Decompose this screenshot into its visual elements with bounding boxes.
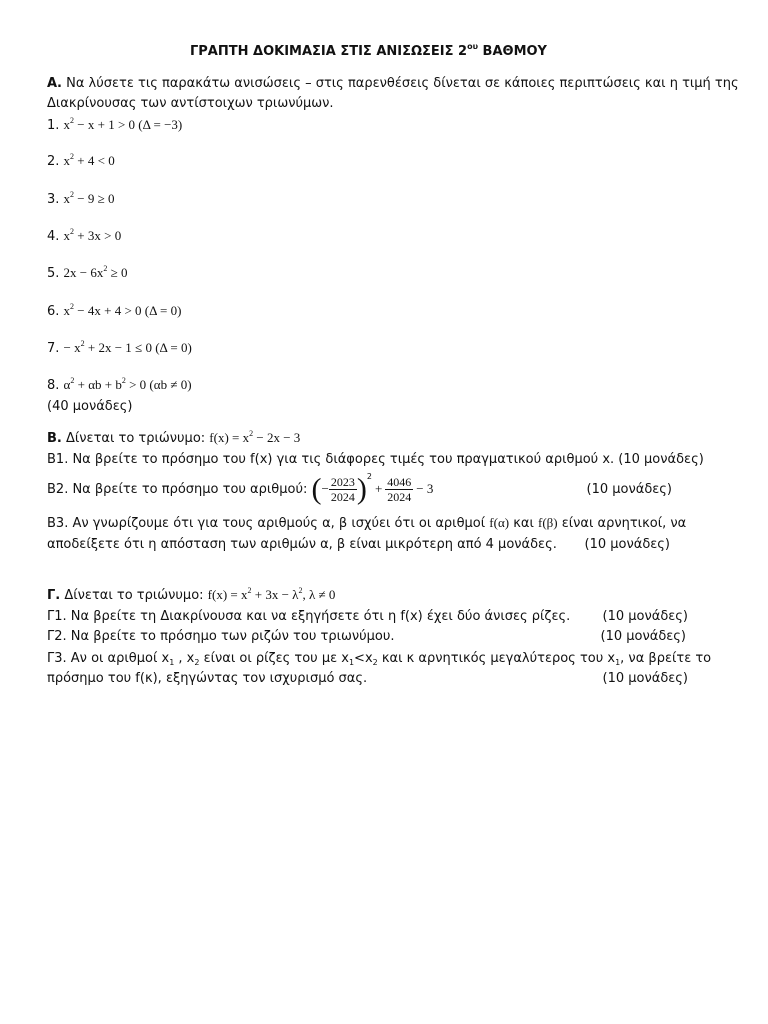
section-b-intro: Β. Δίνεται το τριώνυμο: $f(x) = x^2 - 2x - 3$ bbox=[47, 429, 301, 446]
inequality-2: 2. $x^2 + 4 < 0$ bbox=[47, 152, 115, 169]
inequality-4: 4. $x^2 + 3x > 0$ bbox=[47, 227, 122, 244]
section-c-intro: Γ. Δίνεται το τριώνυμο: $f(x) = x^2 + 3x - \lambda^2$, λ ≠ 0 bbox=[47, 586, 336, 603]
question-c3-points: (10 μονάδες) bbox=[602, 671, 688, 686]
inequality-3: 3. $x^2 - 9 \ge 0$ bbox=[47, 190, 115, 207]
page-title: ΓΡΑΠΤΗ ΔΟΚΙΜΑΣΙΑ ΣΤΙΣ ΑΝΙΣΩΣΕΙΣ $2^{o\upsilon}$ ΒΑΘΜΟΥ bbox=[190, 42, 547, 59]
question-c3-line1: Γ3. Αν οι αριθμοί $x_1$ , $x_2$ είναι οι ρίζες του με $x_1<x_2$ και κ αρνητικός μεγαλύτερος του $x_1$, να βρείτε το bbox=[47, 651, 712, 667]
section-b-label: Β. bbox=[47, 431, 62, 446]
question-c2: Γ2. Να βρείτε το πρόσημο των ριζών του τριωνύμου. bbox=[47, 629, 395, 644]
question-c3-line2: πρόσημο του f(κ), εξηγώντας τον ισχυρισμό σας. bbox=[47, 671, 368, 686]
question-b3-line2: αποδείξετε ότι η απόσταση των αριθμών α, β είναι μικρότερη από 4 μονάδες. bbox=[47, 537, 557, 552]
fraction-2023-2024: $\frac{2023}{2024}$ bbox=[330, 475, 355, 504]
inequality-7: 7. − $x^2 + 2x - 1 \le 0$ (Δ = 0) bbox=[47, 339, 192, 356]
question-b1: Β1. Να βρείτε το πρόσημο του f(x) για τις διάφορες τιμές του πραγματικού αριθμού x. (10 μονάδες) bbox=[47, 452, 704, 467]
inequality-5: 5. $2x - 6x^2 \ge 0$ bbox=[47, 264, 128, 281]
section-a-intro-line2: Διακρίνουσας των αντίστοιχων τριωνύμων. bbox=[47, 96, 334, 111]
question-c1: Γ1. Να βρείτε τη Διακρίνουσα και να εξηγήσετε ότι η f(x) έχει δύο άνισες ρίζες. bbox=[47, 609, 571, 624]
question-b3-points: (10 μονάδες) bbox=[584, 537, 670, 552]
inequality-1: 1. $x^2 - x + 1 > 0$ (Δ = −3) bbox=[47, 116, 183, 133]
section-a-intro: Α. Να λύσετε τις παρακάτω ανισώσεις – στις παρενθέσεις δίνεται σε κάποιες περιπτώσεις και η τιμή της bbox=[47, 76, 739, 91]
inequality-8: 8. $\alpha^2 + \alpha b + b^2 > 0$ (αb ≠ 0) bbox=[47, 376, 192, 393]
question-b3-line1: Β3. Αν γνωρίζουμε ότι για τους αριθμούς α, β ισχύει ότι οι αριθμοί f(α) και f(β) είναι αρνητικοί, να bbox=[47, 515, 687, 531]
section-c-label: Γ. bbox=[47, 588, 61, 603]
inequality-6: 6. $x^2 - 4x + 4 > 0$ (Δ = 0) bbox=[47, 302, 182, 319]
question-b2: Β2. Να βρείτε το πρόσημο του αριθμού: (− $\frac{2023}{2024}$ )$^2$+ $\frac{4046}{2024}$ − 3 bbox=[47, 472, 434, 506]
section-a-points: (40 μονάδες) bbox=[47, 399, 133, 414]
section-a-label: Α. bbox=[47, 76, 62, 91]
fraction-4046-2024: $\frac{4046}{2024}$ bbox=[387, 475, 412, 504]
question-c1-points: (10 μονάδες) bbox=[602, 609, 688, 624]
question-b2-points: (10 μονάδες) bbox=[586, 482, 672, 497]
question-c2-points: (10 μονάδες) bbox=[600, 629, 686, 644]
